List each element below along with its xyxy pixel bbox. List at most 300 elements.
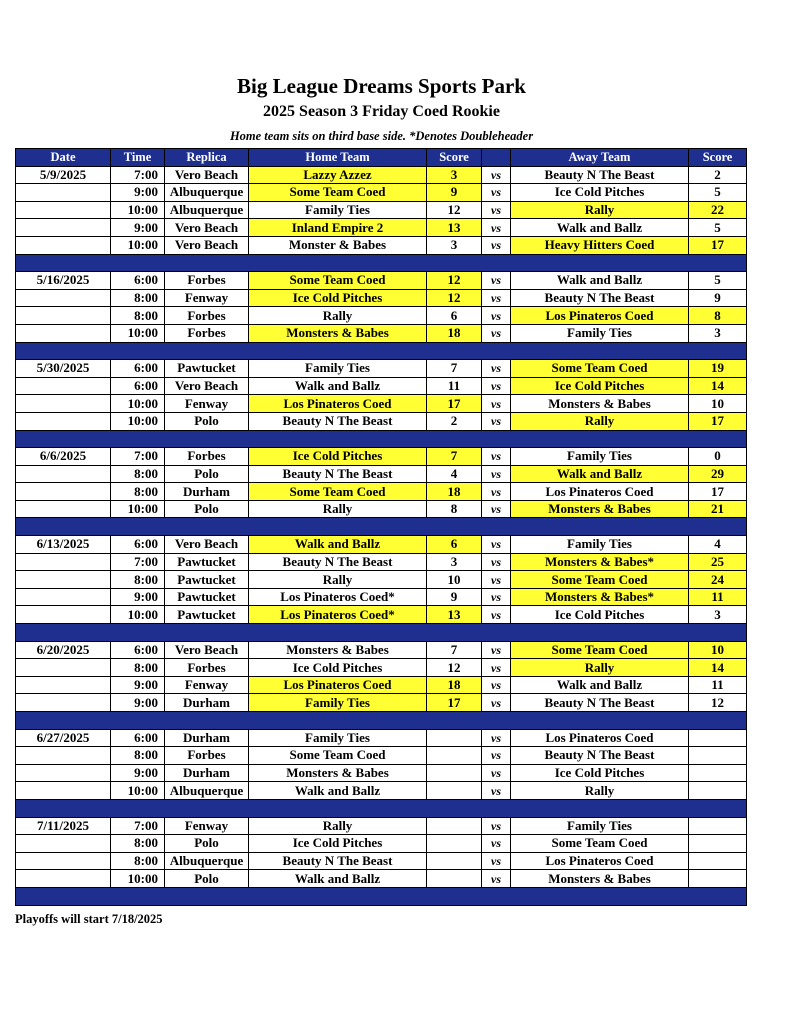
game-row [16, 219, 747, 237]
vs-label: vs [482, 676, 511, 694]
home-score: 18 [427, 483, 482, 501]
away-score: 25 [689, 553, 747, 571]
game-time: 6:00 [111, 377, 165, 395]
home-team: Rally [249, 817, 427, 835]
vs-label: vs [482, 465, 511, 483]
game-row [16, 606, 747, 624]
game-row [16, 448, 747, 466]
away-score: 19 [689, 360, 747, 378]
game-time: 6:00 [111, 360, 165, 378]
away-team: Family Ties [511, 817, 689, 835]
vs-label: vs [482, 694, 511, 712]
col-header-home-team: Home Team [249, 149, 427, 167]
game-date [16, 764, 111, 782]
away-score: 4 [689, 536, 747, 554]
game-time: 6:00 [111, 536, 165, 554]
game-row [16, 729, 747, 747]
away-score: 5 [689, 184, 747, 202]
game-time: 10:00 [111, 500, 165, 518]
away-score [689, 764, 747, 782]
game-row [16, 272, 747, 290]
home-score: 10 [427, 571, 482, 589]
vs-label: vs [482, 606, 511, 624]
game-date: 6/20/2025 [16, 641, 111, 659]
away-score [689, 729, 747, 747]
week-separator [16, 518, 747, 536]
home-team: Monsters & Babes [249, 324, 427, 342]
week-separator [16, 624, 747, 642]
game-row [16, 536, 747, 554]
home-team: Ice Cold Pitches [249, 659, 427, 677]
home-team: Walk and Ballz [249, 870, 427, 888]
game-replica: Fenway [165, 817, 249, 835]
col-header-time: Time [111, 149, 165, 167]
game-row [16, 835, 747, 853]
game-time: 8:00 [111, 659, 165, 677]
vs-label: vs [482, 377, 511, 395]
game-row [16, 553, 747, 571]
game-time: 8:00 [111, 852, 165, 870]
game-replica: Vero Beach [165, 641, 249, 659]
vs-label: vs [482, 412, 511, 430]
game-date [16, 852, 111, 870]
away-team: Rally [511, 412, 689, 430]
home-score: 9 [427, 184, 482, 202]
home-score: 17 [427, 694, 482, 712]
game-time: 9:00 [111, 694, 165, 712]
away-score: 17 [689, 483, 747, 501]
game-time: 8:00 [111, 483, 165, 501]
separator-bar [16, 799, 747, 817]
game-replica: Fenway [165, 289, 249, 307]
away-team: Beauty N The Beast [511, 289, 689, 307]
game-replica: Forbes [165, 747, 249, 765]
home-team: Family Ties [249, 201, 427, 219]
home-team: Ice Cold Pitches [249, 448, 427, 466]
week-separator [16, 887, 747, 905]
game-row [16, 166, 747, 184]
separator-bar [16, 887, 747, 905]
away-score: 14 [689, 377, 747, 395]
game-replica: Pawtucket [165, 606, 249, 624]
home-score: 6 [427, 307, 482, 325]
home-team: Family Ties [249, 694, 427, 712]
schedule-body [16, 166, 747, 905]
game-date [16, 588, 111, 606]
game-date [16, 500, 111, 518]
game-replica: Vero Beach [165, 536, 249, 554]
game-date: 6/27/2025 [16, 729, 111, 747]
game-time: 7:00 [111, 817, 165, 835]
away-score: 10 [689, 641, 747, 659]
game-date [16, 324, 111, 342]
game-row [16, 184, 747, 202]
home-team: Family Ties [249, 729, 427, 747]
away-score: 5 [689, 219, 747, 237]
home-score [427, 852, 482, 870]
home-score: 2 [427, 412, 482, 430]
game-date: 7/11/2025 [16, 817, 111, 835]
game-row [16, 307, 747, 325]
col-header-away-team: Away Team [511, 149, 689, 167]
home-team: Inland Empire 2 [249, 219, 427, 237]
game-time: 7:00 [111, 166, 165, 184]
away-score: 3 [689, 324, 747, 342]
vs-label: vs [482, 553, 511, 571]
away-team: Los Pinateros Coed [511, 307, 689, 325]
game-date [16, 553, 111, 571]
game-date: 6/6/2025 [16, 448, 111, 466]
home-team: Monsters & Babes [249, 641, 427, 659]
away-score: 22 [689, 201, 747, 219]
game-row [16, 377, 747, 395]
away-team: Los Pinateros Coed [511, 729, 689, 747]
away-score: 12 [689, 694, 747, 712]
away-score: 14 [689, 659, 747, 677]
away-team: Some Team Coed [511, 360, 689, 378]
vs-label: vs [482, 219, 511, 237]
vs-label: vs [482, 536, 511, 554]
away-team: Ice Cold Pitches [511, 606, 689, 624]
game-time: 8:00 [111, 835, 165, 853]
home-score: 9 [427, 588, 482, 606]
game-row [16, 201, 747, 219]
home-team: Ice Cold Pitches [249, 289, 427, 307]
col-header-away-score: Score [689, 149, 747, 167]
game-row [16, 324, 747, 342]
header-row [16, 149, 747, 167]
game-date [16, 219, 111, 237]
game-date [16, 465, 111, 483]
playoffs-note: Playoffs will start 7/18/2025 [15, 912, 163, 926]
away-team: Some Team Coed [511, 641, 689, 659]
game-time: 10:00 [111, 606, 165, 624]
game-replica: Forbes [165, 324, 249, 342]
week-separator [16, 799, 747, 817]
home-score [427, 764, 482, 782]
away-score: 21 [689, 500, 747, 518]
game-time: 6:00 [111, 272, 165, 290]
vs-label: vs [482, 360, 511, 378]
game-replica: Pawtucket [165, 360, 249, 378]
game-row [16, 465, 747, 483]
home-score: 12 [427, 659, 482, 677]
game-replica: Albuquerque [165, 184, 249, 202]
game-time: 10:00 [111, 324, 165, 342]
game-row [16, 483, 747, 501]
away-team: Family Ties [511, 536, 689, 554]
away-team: Monsters & Babes* [511, 553, 689, 571]
vs-label: vs [482, 395, 511, 413]
game-replica: Pawtucket [165, 571, 249, 589]
home-score [427, 782, 482, 800]
game-time: 7:00 [111, 448, 165, 466]
away-score: 10 [689, 395, 747, 413]
home-score: 6 [427, 536, 482, 554]
game-replica: Durham [165, 694, 249, 712]
col-header-replica: Replica [165, 149, 249, 167]
separator-bar [16, 624, 747, 642]
game-date [16, 483, 111, 501]
vs-label: vs [482, 641, 511, 659]
page-title: Big League Dreams Sports Park [237, 74, 526, 98]
home-score: 8 [427, 500, 482, 518]
game-row [16, 764, 747, 782]
game-replica: Polo [165, 870, 249, 888]
away-score [689, 747, 747, 765]
away-team: Monsters & Babes [511, 500, 689, 518]
away-team: Walk and Ballz [511, 676, 689, 694]
game-time: 10:00 [111, 395, 165, 413]
game-date [16, 870, 111, 888]
game-replica: Fenway [165, 676, 249, 694]
game-date [16, 395, 111, 413]
away-score [689, 870, 747, 888]
away-team: Heavy Hitters Coed [511, 236, 689, 254]
home-team: Rally [249, 500, 427, 518]
away-score [689, 782, 747, 800]
away-team: Walk and Ballz [511, 272, 689, 290]
away-team: Ice Cold Pitches [511, 377, 689, 395]
separator-bar [16, 712, 747, 730]
game-row [16, 747, 747, 765]
game-replica: Forbes [165, 659, 249, 677]
away-score: 17 [689, 412, 747, 430]
away-team: Ice Cold Pitches [511, 184, 689, 202]
game-replica: Vero Beach [165, 166, 249, 184]
away-score: 5 [689, 272, 747, 290]
away-team: Monsters & Babes [511, 870, 689, 888]
home-team: Los Pinateros Coed* [249, 606, 427, 624]
game-time: 8:00 [111, 289, 165, 307]
away-score: 29 [689, 465, 747, 483]
separator-bar [16, 254, 747, 272]
home-team: Monster & Babes [249, 236, 427, 254]
col-header-date: Date [16, 149, 111, 167]
home-score: 3 [427, 166, 482, 184]
game-row [16, 500, 747, 518]
game-time: 9:00 [111, 219, 165, 237]
game-replica: Vero Beach [165, 377, 249, 395]
game-row [16, 782, 747, 800]
home-score [427, 729, 482, 747]
home-score: 4 [427, 465, 482, 483]
home-score: 13 [427, 606, 482, 624]
away-score [689, 817, 747, 835]
game-replica: Forbes [165, 272, 249, 290]
game-row [16, 641, 747, 659]
home-score: 11 [427, 377, 482, 395]
game-date [16, 184, 111, 202]
game-time: 8:00 [111, 307, 165, 325]
vs-label: vs [482, 764, 511, 782]
col-header-home-score: Score [427, 149, 482, 167]
game-replica: Polo [165, 412, 249, 430]
game-date [16, 201, 111, 219]
game-row [16, 412, 747, 430]
away-score: 8 [689, 307, 747, 325]
game-time: 9:00 [111, 676, 165, 694]
home-team: Some Team Coed [249, 483, 427, 501]
home-score: 3 [427, 553, 482, 571]
away-team: Family Ties [511, 448, 689, 466]
vs-label: vs [482, 483, 511, 501]
away-score [689, 835, 747, 853]
separator-bar [16, 430, 747, 448]
game-replica: Vero Beach [165, 219, 249, 237]
away-team: Los Pinateros Coed [511, 483, 689, 501]
game-replica: Forbes [165, 307, 249, 325]
home-score: 7 [427, 641, 482, 659]
game-date: 5/30/2025 [16, 360, 111, 378]
home-score [427, 747, 482, 765]
away-team: Monsters & Babes* [511, 588, 689, 606]
away-score: 11 [689, 588, 747, 606]
home-score: 13 [427, 219, 482, 237]
home-score: 7 [427, 360, 482, 378]
game-row [16, 659, 747, 677]
week-separator [16, 342, 747, 360]
vs-label: vs [482, 835, 511, 853]
game-date [16, 676, 111, 694]
away-team: Walk and Ballz [511, 465, 689, 483]
schedule-table [15, 148, 747, 906]
game-replica: Polo [165, 500, 249, 518]
vs-label: vs [482, 729, 511, 747]
game-time: 8:00 [111, 571, 165, 589]
vs-label: vs [482, 747, 511, 765]
away-score [689, 852, 747, 870]
game-time: 10:00 [111, 412, 165, 430]
away-team: Beauty N The Beast [511, 694, 689, 712]
home-team: Some Team Coed [249, 272, 427, 290]
away-team: Some Team Coed [511, 835, 689, 853]
home-team: Los Pinateros Coed [249, 676, 427, 694]
game-date [16, 289, 111, 307]
home-team: Walk and Ballz [249, 536, 427, 554]
vs-label: vs [482, 588, 511, 606]
home-score [427, 817, 482, 835]
home-score: 12 [427, 201, 482, 219]
week-separator [16, 254, 747, 272]
game-date [16, 694, 111, 712]
vs-label: vs [482, 289, 511, 307]
home-score: 7 [427, 448, 482, 466]
home-team: Beauty N The Beast [249, 412, 427, 430]
vs-label: vs [482, 236, 511, 254]
game-time: 10:00 [111, 870, 165, 888]
game-date: 5/16/2025 [16, 272, 111, 290]
away-score: 0 [689, 448, 747, 466]
vs-label: vs [482, 324, 511, 342]
home-team: Lazzy Azzez [249, 166, 427, 184]
home-team: Beauty N The Beast [249, 553, 427, 571]
away-score: 17 [689, 236, 747, 254]
game-time: 10:00 [111, 782, 165, 800]
schedule-note: Home team sits on third base side. *Denotes Doubleheader [229, 129, 534, 143]
game-row [16, 360, 747, 378]
home-score [427, 870, 482, 888]
home-team: Beauty N The Beast [249, 465, 427, 483]
away-team: Ice Cold Pitches [511, 764, 689, 782]
vs-label: vs [482, 307, 511, 325]
home-score [427, 835, 482, 853]
game-date [16, 236, 111, 254]
vs-label: vs [482, 201, 511, 219]
home-team: Family Ties [249, 360, 427, 378]
week-separator [16, 430, 747, 448]
game-time: 8:00 [111, 465, 165, 483]
away-team: Some Team Coed [511, 571, 689, 589]
game-replica: Durham [165, 483, 249, 501]
home-score: 17 [427, 395, 482, 413]
game-time: 10:00 [111, 236, 165, 254]
game-date [16, 606, 111, 624]
away-team: Rally [511, 782, 689, 800]
game-replica: Albuquerque [165, 201, 249, 219]
game-date: 5/9/2025 [16, 166, 111, 184]
game-date [16, 377, 111, 395]
game-replica: Durham [165, 764, 249, 782]
home-score: 18 [427, 324, 482, 342]
vs-label: vs [482, 659, 511, 677]
vs-label: vs [482, 272, 511, 290]
home-team: Rally [249, 307, 427, 325]
away-team: Beauty N The Beast [511, 747, 689, 765]
away-team: Family Ties [511, 324, 689, 342]
vs-label: vs [482, 571, 511, 589]
game-date [16, 659, 111, 677]
game-row [16, 852, 747, 870]
game-replica: Pawtucket [165, 553, 249, 571]
separator-bar [16, 342, 747, 360]
away-team: Monsters & Babes [511, 395, 689, 413]
vs-label: vs [482, 184, 511, 202]
home-team: Some Team Coed [249, 184, 427, 202]
game-row [16, 694, 747, 712]
away-score: 24 [689, 571, 747, 589]
week-separator [16, 712, 747, 730]
game-date: 6/13/2025 [16, 536, 111, 554]
vs-label: vs [482, 782, 511, 800]
game-time: 9:00 [111, 588, 165, 606]
game-date [16, 747, 111, 765]
game-row [16, 817, 747, 835]
away-score: 3 [689, 606, 747, 624]
game-replica: Albuquerque [165, 852, 249, 870]
game-replica: Fenway [165, 395, 249, 413]
game-date [16, 307, 111, 325]
game-date [16, 571, 111, 589]
game-replica: Durham [165, 729, 249, 747]
game-date [16, 835, 111, 853]
home-team: Los Pinateros Coed [249, 395, 427, 413]
away-score: 2 [689, 166, 747, 184]
away-team: Los Pinateros Coed [511, 852, 689, 870]
home-team: Monsters & Babes [249, 764, 427, 782]
game-row [16, 870, 747, 888]
home-score: 3 [427, 236, 482, 254]
home-score: 12 [427, 272, 482, 290]
home-team: Los Pinateros Coed* [249, 588, 427, 606]
game-row [16, 289, 747, 307]
away-score: 9 [689, 289, 747, 307]
away-team: Rally [511, 201, 689, 219]
game-date [16, 412, 111, 430]
vs-label: vs [482, 870, 511, 888]
game-date [16, 782, 111, 800]
home-team: Walk and Ballz [249, 377, 427, 395]
